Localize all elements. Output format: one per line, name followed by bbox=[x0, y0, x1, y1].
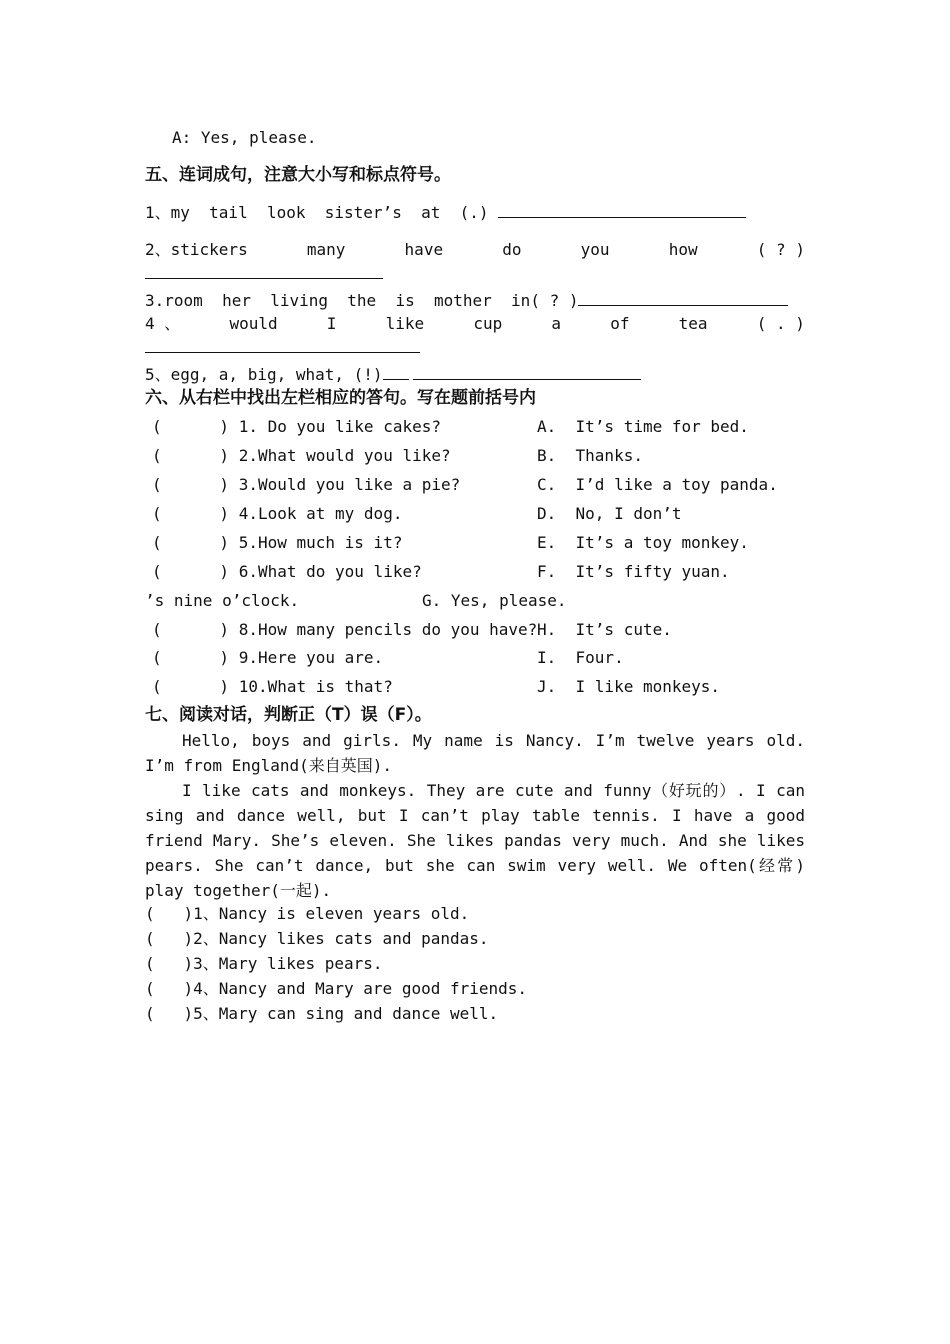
match-answer: D. No, I don’t bbox=[537, 504, 682, 523]
passage-paragraph: I like cats and monkeys. They are cute and funny（好玩的）. I can sing and dance well, but I can’t play table tennis. I have a good friend Mary. She’s eleven. She likes pandas very much. And she likes pears. She can’t dance, but she can swim very well. We often(经常) play together(一起). bbox=[145, 781, 805, 900]
judge-item: ( )3、Mary likes pears. bbox=[145, 954, 383, 973]
reading-passage bbox=[145, 728, 805, 903]
q2-answer-line bbox=[145, 262, 383, 284]
word: do bbox=[502, 240, 522, 259]
word: how bbox=[668, 240, 698, 259]
word: I bbox=[326, 314, 337, 333]
match-question: ( ) 2.What would you like? bbox=[152, 446, 451, 465]
match-answer: I. Four. bbox=[537, 648, 624, 667]
word: many bbox=[306, 240, 346, 259]
match-question: ( ) 6.What do you like? bbox=[152, 562, 422, 581]
match-answer: F. It’s fifty yuan. bbox=[537, 562, 730, 581]
sentence-q2 bbox=[145, 240, 805, 260]
match-answer: J. I like monkeys. bbox=[537, 677, 721, 696]
q5-words: 5、egg, a, big, what, (!) bbox=[145, 365, 383, 384]
word: 4 、 bbox=[145, 314, 181, 333]
sentence-q3 bbox=[145, 289, 788, 311]
q4-answer-line bbox=[145, 336, 420, 358]
match-row-7-fragment: ’s nine o’clock. bbox=[145, 591, 300, 610]
answer-blank[interactable] bbox=[498, 201, 746, 218]
q1-words: 1、my tail look sister’s at (.) bbox=[145, 203, 489, 222]
answer-blank[interactable] bbox=[413, 363, 641, 380]
match-question: ( ) 3.Would you like a pie? bbox=[152, 475, 461, 494]
match-answer: G. Yes, please. bbox=[422, 591, 567, 610]
word: cup bbox=[473, 314, 503, 333]
word: would bbox=[229, 314, 278, 333]
word: ( . ) bbox=[756, 314, 805, 333]
word: of bbox=[610, 314, 630, 333]
word: like bbox=[385, 314, 425, 333]
q3-words: 3.room her living the is mother in( ? ) bbox=[145, 291, 579, 310]
passage-paragraph: Hello, boys and girls. My name is Nancy. I’m twelve years old. I’m from England(来自英国). bbox=[145, 731, 805, 775]
judge-item: ( )4、Nancy and Mary are good friends. bbox=[145, 979, 528, 998]
judge-item: ( )5、Mary can sing and dance well. bbox=[145, 1004, 499, 1023]
word: tea bbox=[678, 314, 708, 333]
match-answer: C. I’d like a toy panda. bbox=[537, 475, 778, 494]
section7-title: 七、阅读对话，判断正（T）误（F）。 bbox=[145, 705, 432, 725]
word: you bbox=[580, 240, 610, 259]
sentence-q1 bbox=[145, 201, 746, 223]
sentence-q4 bbox=[145, 314, 805, 334]
judge-item: ( )2、Nancy likes cats and pandas. bbox=[145, 929, 489, 948]
match-question: ( ) 4.Look at my dog. bbox=[152, 504, 403, 523]
match-question: ( ) 1. Do you like cakes? bbox=[152, 417, 441, 436]
answer-blank[interactable] bbox=[578, 289, 788, 306]
match-answer: E. It’s a toy monkey. bbox=[537, 533, 749, 552]
answer-blank[interactable] bbox=[145, 336, 420, 353]
section5-title: 五、连词成句，注意大小写和标点符号。 bbox=[145, 165, 451, 185]
word: a bbox=[551, 314, 562, 333]
match-question: ( ) 10.What is that? bbox=[152, 677, 393, 696]
match-question: ( ) 9.Here you are. bbox=[152, 648, 384, 667]
match-answer: B. Thanks. bbox=[537, 446, 643, 465]
answer-blank[interactable] bbox=[145, 262, 383, 279]
section6-title: 六、从右栏中找出左栏相应的答句。写在题前括号内 bbox=[145, 388, 536, 408]
match-answer: A. It’s time for bed. bbox=[537, 417, 749, 436]
match-question: ( ) 8.How many pencils do you have? bbox=[152, 620, 538, 639]
answer-blank[interactable] bbox=[383, 363, 409, 380]
sentence-q5 bbox=[145, 363, 641, 385]
match-answer: H. It’s cute. bbox=[537, 620, 672, 639]
dialogue-line: A: Yes, please. bbox=[172, 128, 317, 147]
word: ( ? ) bbox=[756, 240, 805, 259]
judge-item: ( )1、Nancy is eleven years old. bbox=[145, 904, 470, 923]
word: 2、stickers bbox=[145, 240, 248, 259]
match-question: ( ) 5.How much is it? bbox=[152, 533, 403, 552]
word: have bbox=[404, 240, 444, 259]
